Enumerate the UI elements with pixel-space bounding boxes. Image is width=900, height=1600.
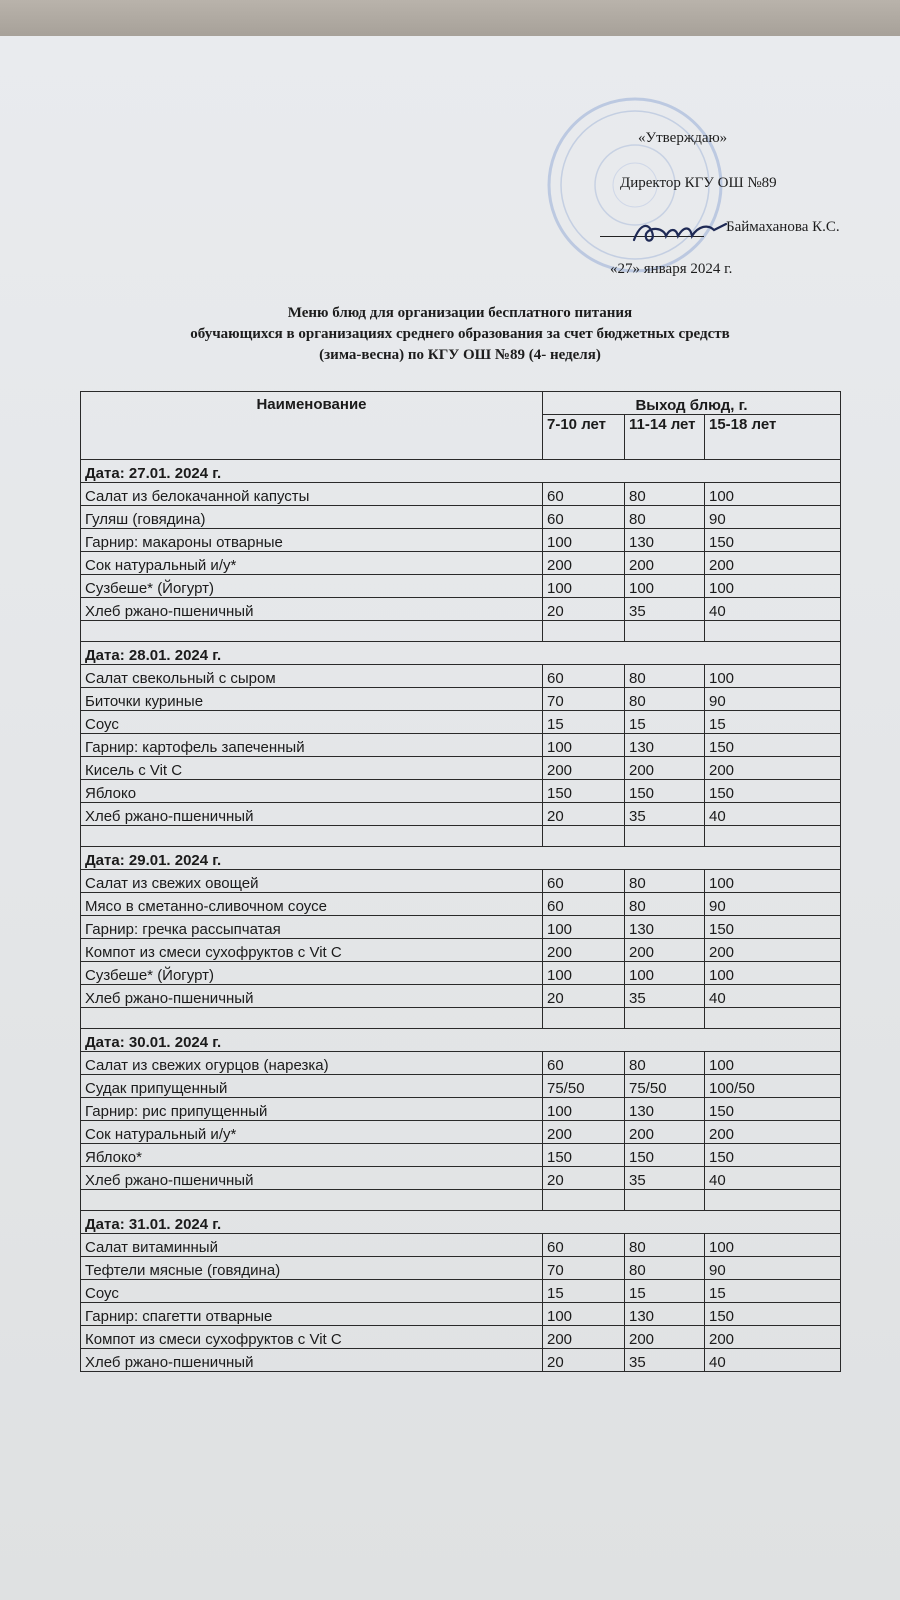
dish-row bbox=[81, 1280, 841, 1303]
portion-11-14: 35 bbox=[625, 803, 705, 826]
portion-7-10: 60 bbox=[543, 870, 625, 893]
dish-name: Сузбеше* (Йогурт) bbox=[81, 575, 543, 598]
portion-15-18: 150 bbox=[705, 1144, 841, 1167]
portion-11-14: 80 bbox=[625, 483, 705, 506]
date-row bbox=[81, 460, 841, 483]
portion-7-10: 15 bbox=[543, 711, 625, 734]
date-row bbox=[81, 1211, 841, 1234]
portion-11-14: 75/50 bbox=[625, 1075, 705, 1098]
dish-row bbox=[81, 598, 841, 621]
dish-name: Хлеб ржано-пшеничный bbox=[81, 1349, 543, 1372]
blank-row bbox=[81, 826, 841, 847]
portion-7-10: 15 bbox=[543, 1280, 625, 1303]
empty-cell bbox=[543, 1190, 625, 1211]
dish-row bbox=[81, 893, 841, 916]
portion-7-10: 70 bbox=[543, 1257, 625, 1280]
approval-date: «27» января 2024 г. bbox=[610, 261, 733, 277]
dish-row bbox=[81, 803, 841, 826]
portion-15-18: 40 bbox=[705, 803, 841, 826]
portion-11-14: 15 bbox=[625, 711, 705, 734]
portion-11-14: 200 bbox=[625, 757, 705, 780]
dish-name: Салат свекольный с сыром bbox=[81, 665, 543, 688]
portion-15-18: 40 bbox=[705, 598, 841, 621]
dish-row bbox=[81, 1349, 841, 1372]
dish-row bbox=[81, 780, 841, 803]
portion-7-10: 20 bbox=[543, 598, 625, 621]
portion-7-10: 200 bbox=[543, 939, 625, 962]
dish-name: Салат из свежих овощей bbox=[81, 870, 543, 893]
portion-7-10: 100 bbox=[543, 734, 625, 757]
portion-15-18: 150 bbox=[705, 1098, 841, 1121]
dish-name: Яблоко* bbox=[81, 1144, 543, 1167]
portion-11-14: 80 bbox=[625, 870, 705, 893]
portion-15-18: 15 bbox=[705, 1280, 841, 1303]
portion-15-18: 90 bbox=[705, 506, 841, 529]
background-wall bbox=[0, 0, 900, 40]
dish-row bbox=[81, 1257, 841, 1280]
empty-cell bbox=[705, 1008, 841, 1029]
dish-name: Гарнир: рис припущенный bbox=[81, 1098, 543, 1121]
portion-15-18: 40 bbox=[705, 1349, 841, 1372]
dish-name: Салат из свежих огурцов (нарезка) bbox=[81, 1052, 543, 1075]
empty-cell bbox=[543, 621, 625, 642]
portion-15-18: 100 bbox=[705, 665, 841, 688]
portion-7-10: 200 bbox=[543, 757, 625, 780]
empty-cell bbox=[81, 826, 543, 847]
dish-row bbox=[81, 483, 841, 506]
dish-row bbox=[81, 529, 841, 552]
portion-15-18: 150 bbox=[705, 780, 841, 803]
date-label: Дата: 31.01. 2024 г. bbox=[81, 1211, 841, 1234]
portion-7-10: 200 bbox=[543, 552, 625, 575]
portion-15-18: 100 bbox=[705, 575, 841, 598]
dish-row bbox=[81, 1326, 841, 1349]
header-name: Наименование bbox=[81, 392, 543, 460]
portion-7-10: 150 bbox=[543, 780, 625, 803]
portion-11-14: 80 bbox=[625, 506, 705, 529]
document-title bbox=[80, 303, 840, 366]
portion-7-10: 60 bbox=[543, 893, 625, 916]
portion-7-10: 100 bbox=[543, 529, 625, 552]
dish-name: Тефтели мясные (говядина) bbox=[81, 1257, 543, 1280]
portion-7-10: 20 bbox=[543, 985, 625, 1008]
portion-15-18: 90 bbox=[705, 893, 841, 916]
dish-name: Сок натуральный и/у* bbox=[81, 1121, 543, 1144]
empty-cell bbox=[81, 621, 543, 642]
portion-15-18: 200 bbox=[705, 1121, 841, 1144]
empty-cell bbox=[705, 621, 841, 642]
portion-15-18: 100 bbox=[705, 870, 841, 893]
dish-row bbox=[81, 962, 841, 985]
empty-cell bbox=[625, 826, 705, 847]
portion-15-18: 40 bbox=[705, 985, 841, 1008]
title-line-3: (зима-весна) по КГУ ОШ №89 (4- неделя) bbox=[319, 347, 601, 363]
portion-7-10: 200 bbox=[543, 1326, 625, 1349]
dish-row bbox=[81, 552, 841, 575]
portion-15-18: 100/50 bbox=[705, 1075, 841, 1098]
portion-7-10: 100 bbox=[543, 575, 625, 598]
dish-row bbox=[81, 688, 841, 711]
portion-7-10: 75/50 bbox=[543, 1075, 625, 1098]
dish-name: Салат витаминный bbox=[81, 1234, 543, 1257]
dish-name: Хлеб ржано-пшеничный bbox=[81, 598, 543, 621]
empty-cell bbox=[625, 1008, 705, 1029]
portion-7-10: 20 bbox=[543, 1167, 625, 1190]
portion-7-10: 60 bbox=[543, 506, 625, 529]
dish-name: Хлеб ржано-пшеничный bbox=[81, 985, 543, 1008]
dish-name: Хлеб ржано-пшеничный bbox=[81, 803, 543, 826]
empty-cell bbox=[705, 1190, 841, 1211]
date-row bbox=[81, 642, 841, 665]
portion-11-14: 150 bbox=[625, 1144, 705, 1167]
portion-15-18: 150 bbox=[705, 916, 841, 939]
dish-name: Соус bbox=[81, 1280, 543, 1303]
dish-row bbox=[81, 1121, 841, 1144]
dish-row bbox=[81, 939, 841, 962]
dish-row bbox=[81, 734, 841, 757]
empty-cell bbox=[81, 1190, 543, 1211]
portion-7-10: 60 bbox=[543, 483, 625, 506]
approve-label: «Утверждаю» bbox=[638, 130, 728, 146]
portion-11-14: 35 bbox=[625, 1349, 705, 1372]
portion-15-18: 200 bbox=[705, 1326, 841, 1349]
portion-11-14: 80 bbox=[625, 688, 705, 711]
title-line-2: обучающихся в организациях среднего образования за счет бюджетных средств bbox=[190, 326, 730, 342]
portion-7-10: 200 bbox=[543, 1121, 625, 1144]
dish-name: Сузбеше* (Йогурт) bbox=[81, 962, 543, 985]
dish-name: Компот из смеси сухофруктов с Vit C bbox=[81, 1326, 543, 1349]
portion-7-10: 70 bbox=[543, 688, 625, 711]
portion-15-18: 100 bbox=[705, 1234, 841, 1257]
portion-11-14: 150 bbox=[625, 780, 705, 803]
empty-cell bbox=[543, 826, 625, 847]
portion-11-14: 200 bbox=[625, 1326, 705, 1349]
portion-15-18: 100 bbox=[705, 962, 841, 985]
portion-7-10: 20 bbox=[543, 803, 625, 826]
empty-cell bbox=[81, 1008, 543, 1029]
blank-row bbox=[81, 621, 841, 642]
portion-7-10: 150 bbox=[543, 1144, 625, 1167]
header-age-7-10: 7-10 лет bbox=[543, 415, 625, 460]
signature-scribble bbox=[630, 218, 730, 248]
portion-15-18: 200 bbox=[705, 939, 841, 962]
portion-7-10: 100 bbox=[543, 916, 625, 939]
dish-row bbox=[81, 1052, 841, 1075]
dish-row bbox=[81, 1075, 841, 1098]
blank-row bbox=[81, 1008, 841, 1029]
header-age-15-18: 15-18 лет bbox=[705, 415, 841, 460]
dish-name: Соус bbox=[81, 711, 543, 734]
portion-7-10: 100 bbox=[543, 962, 625, 985]
portion-7-10: 100 bbox=[543, 1303, 625, 1326]
portion-11-14: 130 bbox=[625, 734, 705, 757]
dish-name: Гарнир: гречка рассыпчатая bbox=[81, 916, 543, 939]
dish-row bbox=[81, 1098, 841, 1121]
dish-name: Сок натуральный и/у* bbox=[81, 552, 543, 575]
portion-11-14: 80 bbox=[625, 1234, 705, 1257]
header-output: Выход блюд, г. bbox=[543, 392, 841, 415]
dish-name: Гуляш (говядина) bbox=[81, 506, 543, 529]
dish-name: Салат из белокачанной капусты bbox=[81, 483, 543, 506]
portion-11-14: 80 bbox=[625, 665, 705, 688]
portion-11-14: 35 bbox=[625, 598, 705, 621]
dish-name: Яблоко bbox=[81, 780, 543, 803]
dish-row bbox=[81, 1167, 841, 1190]
portion-11-14: 200 bbox=[625, 939, 705, 962]
blank-row bbox=[81, 1190, 841, 1211]
dish-name: Биточки куриные bbox=[81, 688, 543, 711]
portion-11-14: 80 bbox=[625, 893, 705, 916]
portion-11-14: 130 bbox=[625, 1098, 705, 1121]
portion-15-18: 90 bbox=[705, 688, 841, 711]
portion-15-18: 100 bbox=[705, 1052, 841, 1075]
dish-row bbox=[81, 1234, 841, 1257]
portion-15-18: 40 bbox=[705, 1167, 841, 1190]
portion-7-10: 100 bbox=[543, 1098, 625, 1121]
dish-row bbox=[81, 757, 841, 780]
dish-name: Хлеб ржано-пшеничный bbox=[81, 1167, 543, 1190]
portion-11-14: 130 bbox=[625, 529, 705, 552]
dish-row bbox=[81, 1303, 841, 1326]
empty-cell bbox=[625, 1190, 705, 1211]
dish-name: Мясо в сметанно-сливочном соусе bbox=[81, 893, 543, 916]
portion-11-14: 100 bbox=[625, 575, 705, 598]
date-label: Дата: 29.01. 2024 г. bbox=[81, 847, 841, 870]
dish-row bbox=[81, 506, 841, 529]
menu-table bbox=[80, 391, 841, 1372]
portion-15-18: 150 bbox=[705, 1303, 841, 1326]
portion-7-10: 20 bbox=[543, 1349, 625, 1372]
portion-15-18: 15 bbox=[705, 711, 841, 734]
portion-11-14: 35 bbox=[625, 1167, 705, 1190]
dish-name: Гарнир: спагетти отварные bbox=[81, 1303, 543, 1326]
date-row bbox=[81, 847, 841, 870]
portion-15-18: 200 bbox=[705, 757, 841, 780]
dish-row bbox=[81, 870, 841, 893]
dish-name: Гарнир: картофель запеченный bbox=[81, 734, 543, 757]
date-label: Дата: 27.01. 2024 г. bbox=[81, 460, 841, 483]
portion-11-14: 80 bbox=[625, 1257, 705, 1280]
portion-11-14: 200 bbox=[625, 552, 705, 575]
dish-name: Гарнир: макароны отварные bbox=[81, 529, 543, 552]
portion-11-14: 130 bbox=[625, 1303, 705, 1326]
dish-name: Кисель с Vit C bbox=[81, 757, 543, 780]
dish-name: Компот из смеси сухофруктов с Vit C bbox=[81, 939, 543, 962]
dish-row bbox=[81, 575, 841, 598]
portion-7-10: 60 bbox=[543, 1234, 625, 1257]
dish-row bbox=[81, 665, 841, 688]
portion-11-14: 200 bbox=[625, 1121, 705, 1144]
portion-15-18: 90 bbox=[705, 1257, 841, 1280]
portion-15-18: 200 bbox=[705, 552, 841, 575]
portion-7-10: 60 bbox=[543, 1052, 625, 1075]
portion-11-14: 130 bbox=[625, 916, 705, 939]
portion-15-18: 100 bbox=[705, 483, 841, 506]
portion-11-14: 80 bbox=[625, 1052, 705, 1075]
portion-15-18: 150 bbox=[705, 529, 841, 552]
date-row bbox=[81, 1029, 841, 1052]
dish-row bbox=[81, 711, 841, 734]
director-position: Директор КГУ ОШ №89 bbox=[620, 175, 777, 191]
date-label: Дата: 30.01. 2024 г. bbox=[81, 1029, 841, 1052]
empty-cell bbox=[543, 1008, 625, 1029]
header-age-11-14: 11-14 лет bbox=[625, 415, 705, 460]
portion-7-10: 60 bbox=[543, 665, 625, 688]
dish-name: Судак припущенный bbox=[81, 1075, 543, 1098]
dish-row bbox=[81, 985, 841, 1008]
portion-11-14: 35 bbox=[625, 985, 705, 1008]
dish-row bbox=[81, 1144, 841, 1167]
dish-row bbox=[81, 916, 841, 939]
portion-11-14: 100 bbox=[625, 962, 705, 985]
date-label: Дата: 28.01. 2024 г. bbox=[81, 642, 841, 665]
director-name: Баймаханова К.С. bbox=[726, 219, 840, 235]
portion-11-14: 15 bbox=[625, 1280, 705, 1303]
title-line-1: Меню блюд для организации бесплатного питания bbox=[287, 305, 633, 321]
portion-15-18: 150 bbox=[705, 734, 841, 757]
empty-cell bbox=[625, 621, 705, 642]
empty-cell bbox=[705, 826, 841, 847]
